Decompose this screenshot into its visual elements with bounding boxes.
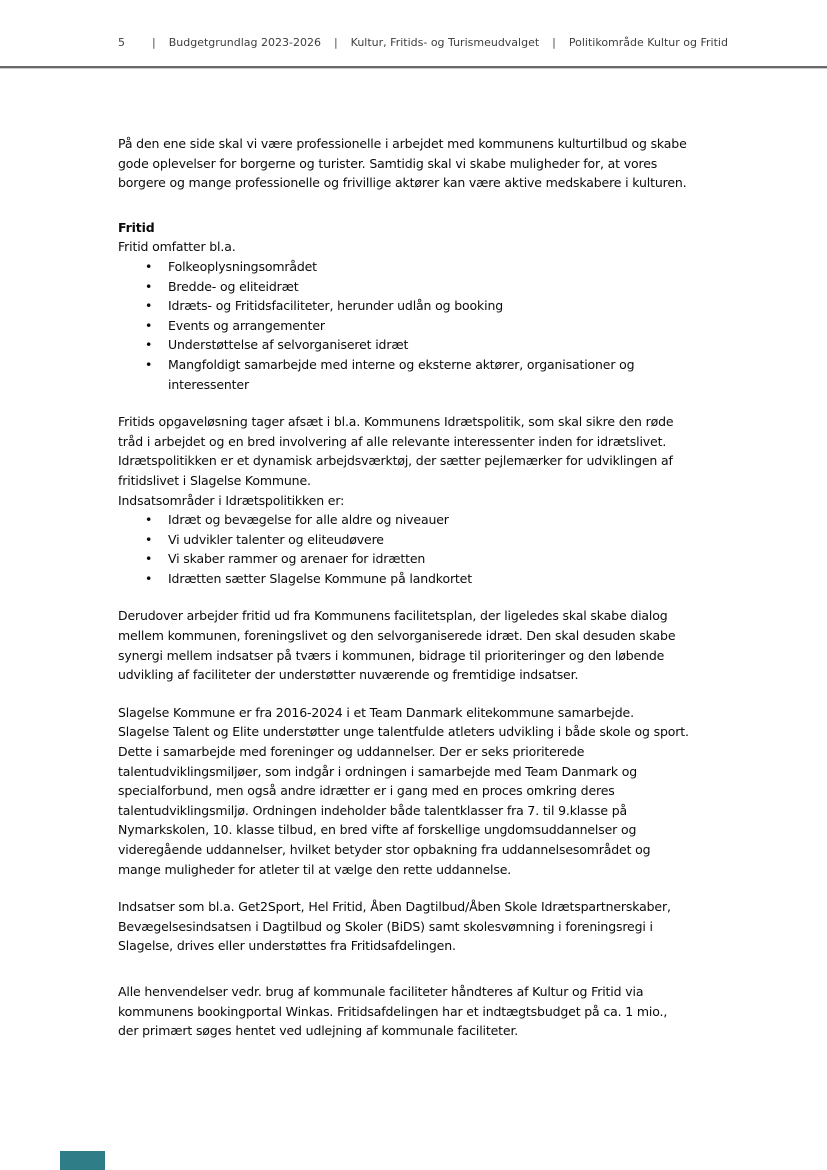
text-line: • Mangfoldigt samarbejde med interne og eksterne aktører, organisationer og — [168, 356, 635, 372]
document-body — [118, 134, 763, 1041]
paragraph-idraetspolitik — [118, 412, 763, 510]
text-line — [118, 432, 763, 452]
idraetspolitik-bullet-list — [118, 510, 763, 588]
text-line: Alle henvendelser vedr. brug af kommunale faciliteter håndteres af Kultur og Fritid via — [118, 983, 644, 999]
header-divider-line — [0, 66, 827, 68]
text-line: specialforbund, men også andre idrætter er i gang med en proces omkring deres — [118, 783, 615, 799]
text-line: Slagelse Talent og Elite understøtter unge talentfulde atleters udvikling i både skole og sport. — [118, 724, 689, 740]
section-heading-fritid: Fritid — [118, 219, 155, 235]
text-line: tråd i arbejdet og en bred involvering af alle relevante interessenter inden for idrætslivet. — [118, 433, 667, 449]
text-line: interessenter — [168, 376, 249, 392]
bullet-item — [118, 549, 763, 569]
header-separator: | — [333, 36, 338, 49]
text-line — [118, 982, 763, 1002]
text-line: På den ene side skal vi være professionelle i arbejdet med kommunens kulturtilbud og skabe — [118, 136, 687, 151]
text-line: • Folkeoplysningsområdet — [168, 258, 317, 274]
text-line: Indsatser som bl.a. Get2Sport, Hel Fritid, Åben Dagtilbud/Åben Skole Idrætspartnerskaber, — [118, 899, 671, 915]
bullet-item — [118, 257, 763, 277]
bullet-item — [118, 530, 763, 550]
text-line: • Idrætten sætter Slagelse Kommune på landkortet — [168, 570, 472, 586]
bullet-item — [118, 335, 763, 355]
text-line — [118, 742, 763, 762]
text-line: mange muligheder for atleter til at vælge den rette uddannelse. — [118, 861, 512, 877]
header-separator: | — [152, 36, 156, 49]
bullet-item — [118, 569, 763, 589]
text-line: • Understøttelse af selvorganiseret idræt — [168, 337, 409, 353]
text-line: Indsatsområder i Idrætspolitikken er: — [118, 492, 345, 508]
paragraph-facilitetsplan — [118, 606, 763, 684]
text-line: der primært søges hentet ved udlejning af kommunale faciliteter. — [118, 1023, 519, 1039]
text-line: Slagelse, drives eller understøttes fra Fritidsafdelingen. — [118, 938, 456, 954]
text-line: udvikling af faciliteter der understøtter nuværende og fremtidige indsatser. — [118, 667, 579, 683]
text-line: Idrætspolitikken er et dynamisk arbejdsværktøj, der sætter pejlemærker for udviklingen af — [118, 453, 673, 469]
paragraph-team-danmark — [118, 703, 763, 879]
text-line: • Idræt og bevægelse for alle aldre og niveauer — [168, 512, 449, 528]
text-line: mellem kommunen, foreningslivet og den selvorganiserede idræt. Den skal desuden skabe — [118, 628, 676, 644]
page-header — [118, 36, 728, 49]
text-line: • Events og arrangementer — [168, 317, 325, 333]
text-line — [118, 173, 763, 193]
text-line: Slagelse Kommune er fra 2016-2024 i et Team Danmark elitekommune samarbejde. — [118, 704, 634, 720]
text-line — [118, 1002, 763, 1022]
header-doc-title: Budgetgrundlag 2023-2026 — [168, 36, 321, 49]
bullet-item — [118, 316, 763, 336]
text-line — [118, 820, 763, 840]
text-line — [118, 860, 763, 880]
paragraph-intro — [118, 134, 763, 193]
text-line: gode oplevelser for borgerne og turister. Samtidig skal vi skabe muligheder for, at vores — [118, 155, 658, 171]
text-line — [118, 665, 763, 685]
bullet-item — [118, 296, 763, 316]
paragraph-henvendelser — [118, 982, 763, 1041]
page-number: 5 — [118, 36, 125, 49]
text-line: • Vi skaber rammer og arenaer for idrætten — [168, 551, 426, 567]
text-line — [118, 451, 763, 471]
text-line: borgere og mange professionelle og frivillige aktører kan være aktive medskabere i kulturen. — [118, 175, 687, 191]
text-line: • Bredde- og eliteidræt — [168, 278, 299, 294]
header-separator: | — [552, 36, 556, 49]
bullet-item — [118, 277, 763, 297]
text-line: videregående uddannelser, hvilket betyder stor opbakning fra uddannelsesområdet og — [118, 842, 651, 857]
text-line — [118, 412, 763, 432]
text-line — [118, 897, 763, 917]
text-line — [118, 801, 763, 821]
text-line: Fritids opgaveløsning tager afsæt i bl.a. Kommunens Idrætspolitik, som skal sikre den røde — [118, 414, 674, 430]
header-committee: Kultur, Fritids- og Turismeudvalget — [350, 36, 540, 49]
text-line: talentudviklingsmiljøer, som indgår i ordningen i samarbejde med Team Danmark og — [118, 763, 638, 779]
text-line — [118, 917, 763, 937]
footer-color-mark — [60, 1151, 105, 1170]
text-line: Derudover arbejder fritid ud fra Kommunens facilitetsplan, der ligeledes skal skabe dialog — [118, 608, 668, 624]
text-line — [118, 781, 763, 801]
text-line — [118, 722, 763, 742]
text-line: talentudviklingsmiljø. Ordningen indeholder både talentklasser fra 7. til 9.klasse på — [118, 802, 628, 818]
text-line — [118, 491, 763, 511]
bullet-item — [118, 355, 763, 394]
text-line — [118, 1021, 763, 1041]
bullet-item — [118, 510, 763, 530]
text-line: • Idræts- og Fritidsfaciliteter, herunder udlån og booking — [168, 298, 503, 314]
fritid-intro-line: Fritid omfatter bl.a. — [118, 239, 236, 255]
text-line: Nymarkskolen, 10. klasse tilbud, en bred vifte af forskellige ungdomsuddannelser og — [118, 822, 637, 838]
text-line — [118, 936, 763, 956]
text-line: synergi mellem indsatser på tværs i kommunen, bidrage til prioriteringer og den løbende — [118, 647, 665, 663]
text-line: • Vi udvikler talenter og eliteudøvere — [168, 531, 384, 547]
text-line — [118, 154, 763, 174]
paragraph-indsatser — [118, 897, 763, 956]
fritid-bullet-list — [118, 257, 763, 394]
text-line — [118, 471, 763, 491]
text-line: Dette i samarbejde med foreninger og uddannelser. Der er seks prioriterede — [118, 744, 585, 760]
text-line: fritidslivet i Slagelse Kommune. — [118, 472, 311, 488]
text-line: Bevægelsesindsatsen i Dagtilbud og Skoler (BiDS) samt skolesvømning i foreningsregi i — [118, 918, 653, 934]
text-line: kommunens bookingportal Winkas. Fritidsafdelingen har et indtægtsbudget på ca. 1 mio., — [118, 1003, 668, 1019]
header-policy-area: Politikområde Kultur og Fritid — [568, 36, 728, 49]
text-line — [118, 646, 763, 666]
text-line — [118, 840, 763, 860]
text-line — [118, 762, 763, 782]
text-line — [118, 703, 763, 723]
text-line — [118, 626, 763, 646]
text-line — [118, 606, 763, 626]
text-line — [118, 134, 763, 154]
